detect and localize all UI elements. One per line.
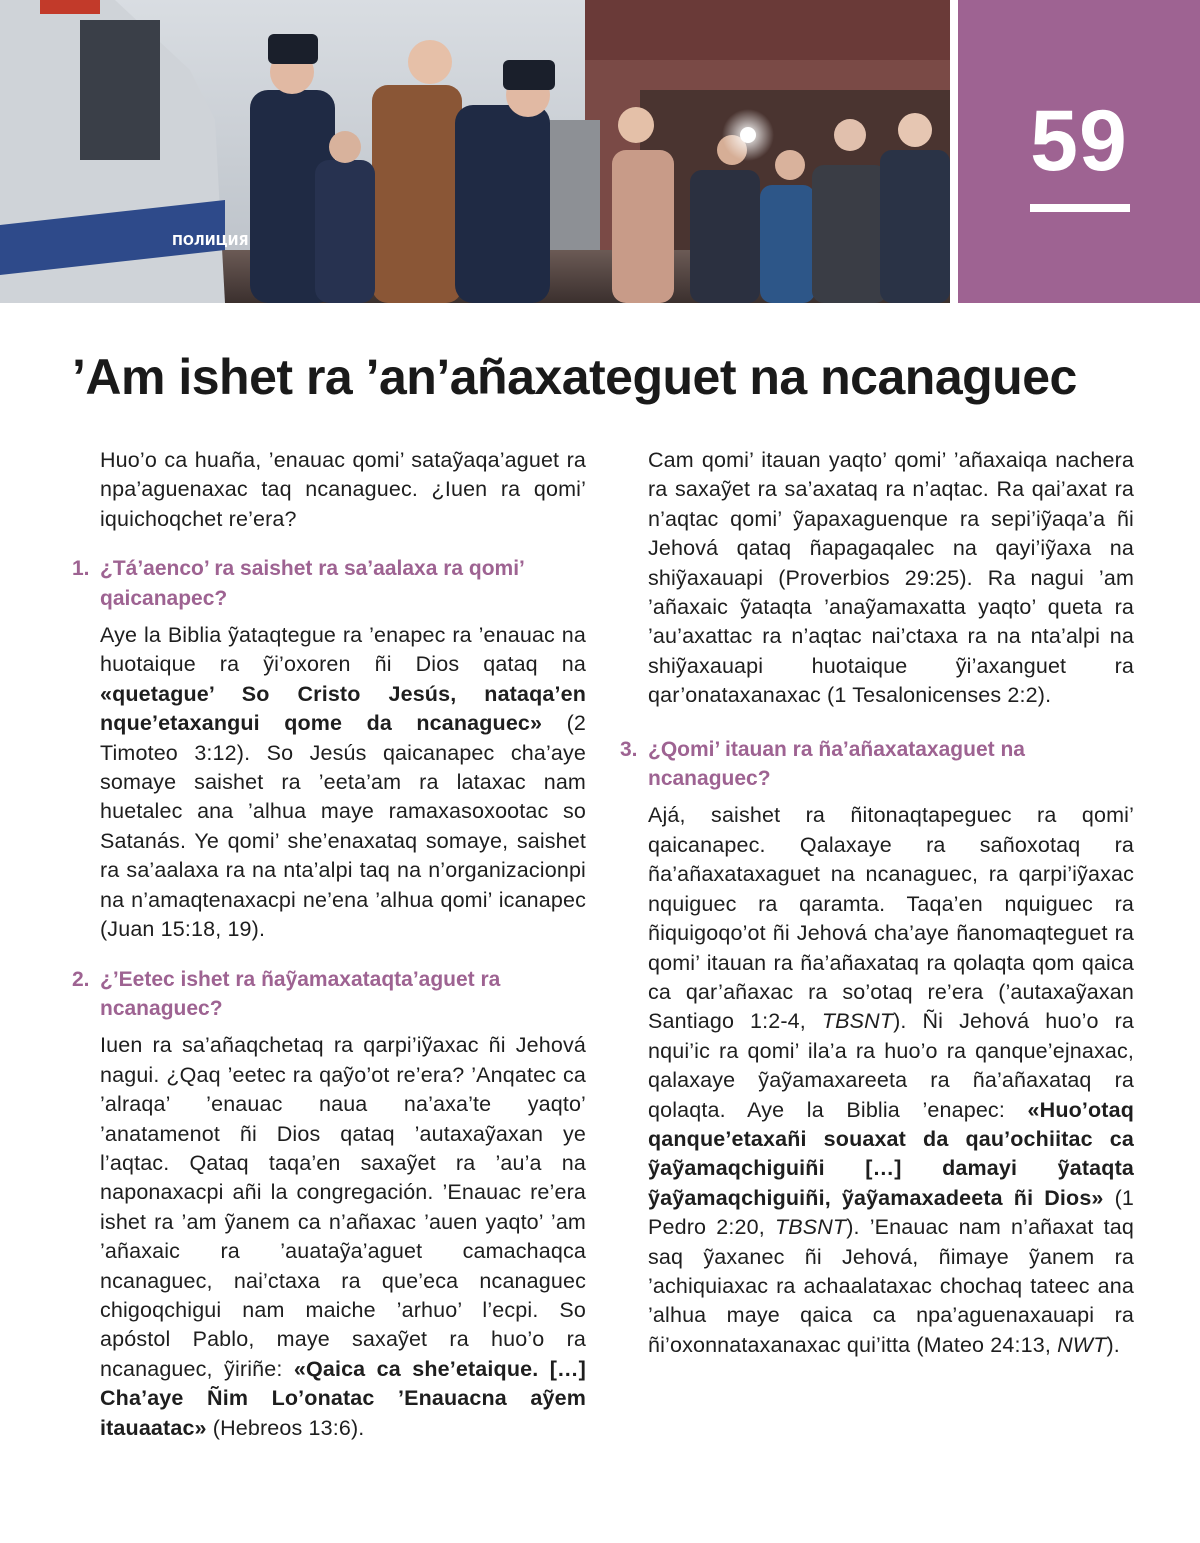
answer-3-abbrev-2: TBSNT — [774, 1215, 847, 1240]
lesson-title: ’Am ishet ra ’an’añaxateguet na ncanaguec — [72, 349, 1077, 405]
answer-3-text-a: Ajá, saishet ra ñitonaqtapeguec ra qomi’ qaicanapec. Qalaxaye ra sañoxotaq ra ña’añaxataxaguet na ncanaguec, ra qarpi’iỹaxac nquiguec ra qaramta. Taqa’en nquiguec ra ñiquigoqo’ot ñi Jehová cha’aye ñanomaqteguet ra qomi’ itauan ra ña’añaxataq ra qolaqta qom qaica ca qar’añaxac ra so’otaq re’era (’autaxaỹaxan Santiago 1:2-4, — [648, 803, 1134, 1034]
van-text: ПОЛИЦИЯ — [172, 234, 249, 249]
question-2-heading — [72, 965, 586, 1024]
left-column — [72, 446, 586, 1443]
answer-1-text-a: Aye la Biblia ỹataqtegue ra ’enapec ra ’enauac na huotaique ra ỹi’oxoren ñi Dios qataq na — [100, 623, 586, 677]
hero-photo-illustration — [0, 0, 950, 303]
answer-3-abbrev-1: TBSNT — [821, 1009, 894, 1034]
answer-1-paragraph — [100, 621, 586, 944]
lesson-number-underline — [1030, 204, 1130, 212]
question-3-number: 3. — [620, 737, 638, 761]
answer-2-continuation: Cam qomi’ itauan yaqto’ qomi’ ’añaxaiqa nachera ra saxaỹet ra sa’axataq ra n’aqtac. Ra qai’axat ra n’aqtac qomi’ ỹapaxaguenque ra sepi’iỹaqa’a ñi Jehová qataq ñapagaqalec na qayi’iỹaxa na shiỹaxauapi (Proverbios 29:25). Ra nagui ’am ’añaxaic ỹataqta ’anaỹamaxatta yaqto’ queta ra ’au’axattac ra n’aqtac nai’ctaxa ra na nta’alpi na shiỹaxauapi huotaique ỹi’axanguet ra qar’onataxanaxac (1 Tesalonicenses 2:2). — [648, 448, 1134, 708]
question-1-text: ¿Tá’aenco’ ra saishet ra sa’aalaxa ra qomi’ qaicanapec? — [100, 557, 524, 610]
intro-paragraph: Huo’o ca huaña, ’enauac qomi’ sataỹaqa’aguet ra npa’aguenaxac taq ncanaguec. ¿Iuen ra qomi’ iquichoqchet re’era? — [100, 448, 586, 531]
lesson-number-box — [958, 0, 1200, 303]
answer-3-paragraph — [648, 801, 1134, 1360]
question-2-number: 2. — [72, 967, 90, 991]
answer-3-text-b: ). Ñi Jehová huo’o ra nqui’ic ra qomi’ ila’a ra huo’o ra qanque’ejnaxac, qalaxaye ỹaỹamaxareeta ra ña’añaxataq ra qolaqta. Aye la Biblia ’enapec: — [648, 1009, 1134, 1122]
answer-3-bold-quote: «Huo’otaq qanque’etaxañi souaxat da qau’ochiitac ca ỹaỹamaqchiguiñi […] damayi ỹataqta ỹaỹamaqchiguiñi, ỹaỹamaxadeeta ñi Dios» — [648, 1097, 1134, 1210]
question-1-number: 1. — [72, 557, 90, 581]
hero-photo — [0, 0, 950, 303]
right-column — [620, 446, 1134, 1360]
question-1-heading — [72, 554, 586, 613]
answer-3-text-d: ). ’Enauac nam n’añaxat taq saq ỹaxanec ñi Jehová, ñimaye ỹanem ra ’achiquiaxac ra achaalataxac chochaq tateec ana ’alhua maye qaica ca npa’aguenaxauapi ra ñi’oxonnataxanaxac qui’itta (Mateo 24:13, — [648, 1215, 1134, 1357]
answer-2-bold-quote: «Qaica ca she’etaique. […] Cha’aye Ñim Lo’onatac ’Enauacna aỹem itauaatac» — [100, 1356, 586, 1440]
answer-2-paragraph — [100, 1031, 586, 1443]
lesson-number: 59 — [1030, 93, 1128, 189]
answer-3-abbrev-3: NWT — [1057, 1332, 1107, 1357]
question-2-text: ¿’Eetec ishet ra ñaỹamaxataqta’aguet ra ncanaguec? — [100, 967, 501, 1020]
answer-1-bold-quote: «quetague’ So Cristo Jesús, nataqa’en nque’etaxangui qome da ncanaguec» — [100, 681, 586, 736]
question-3-text: ¿Qomi’ itauan ra ña’añaxataxaguet na ncanaguec? — [648, 737, 1025, 791]
question-3-heading — [620, 735, 1134, 794]
answer-2-text-b: (Hebreos 13:6). — [206, 1415, 365, 1440]
answer-2-text-a: Iuen ra sa’añaqchetaq ra qarpi’iỹaxac ñi Jehová nagui. ¿Qaq ’eetec ra qaỹo’ot re’era? ’Anqatec ca ’alraqa’ ’enauac naua na’axa’te yaqto’ ’anatamenot ñi Dios qataq ’autaxaỹaxan ye l’aqtac. Qataq taqa’en saxaỹet ra ’au’a na naponaxacpi añi la congregación. ’Enauac re’era ishet ra ’am ỹanem ca n’añaxac ’auen yaqto’ ’am ’añaxaic ra ’auataỹa’aguet camachaqca ncanaguec, nai’ctaxa ra que’eca ncanaguec chigoqchigui nam maiche ’arhuo’ l’ecpi. So apóstol Pablo, maye saxaỹet ra huo’o ra ncanaguec, ỹiriñe: — [100, 1033, 586, 1381]
answer-1-text-b: (2 Timoteo 3:12). So Jesús qaicanapec cha’aye somaye saishet ra ’eeta’am ra lataxac nam huetalec ana ’alhua maye ramaxasoxootac so Satanás. Ye qomi’ she’enaxataq somaye, saishet ra sa’aalaxa ra na nta’alpi taq na n’organizacionpi na n’amaqtenaxacpi ne’ena ’alhua qomi’ icanapec (Juan 15:18, 19). — [100, 711, 586, 942]
answer-3-text-c: (1 Pedro 2:20, — [648, 1185, 1134, 1240]
answer-3-text-e: ). — [1106, 1332, 1120, 1357]
